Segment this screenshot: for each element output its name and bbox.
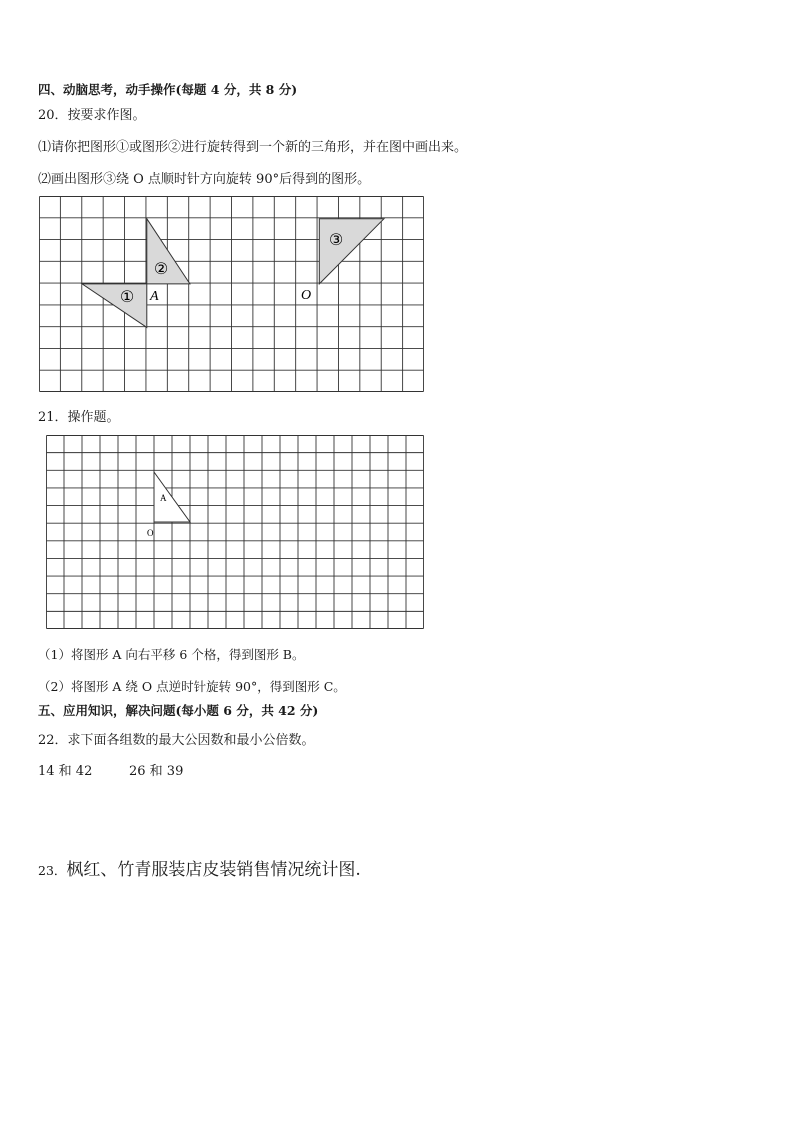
q21-title: 21．操作题。	[38, 410, 120, 425]
q23-title: 枫红、竹青服装店皮装销售情况统计图.	[66, 860, 361, 880]
q22-pair1: 14 和 42	[38, 764, 93, 779]
q20-part2: ⑵画出图形③绕 O 点顺时针方向旋转 90°后得到的图形。	[38, 172, 371, 187]
section4-heading: 四、动脑思考，动手操作(每题 4 分，共 8 分)	[38, 82, 298, 97]
q23-number: 23．	[38, 863, 67, 878]
q22-title: 22．求下面各组数的最大公因数和最小公倍数。	[38, 733, 315, 748]
point-a-label: A	[150, 289, 159, 304]
point-o-label: O	[301, 288, 312, 303]
q21-part2: （2）将图形 A 绕 O 点逆时针旋转 90°，得到图形 C。	[38, 679, 346, 694]
q22-pair2: 26 和 39	[129, 764, 184, 779]
section5-heading: 五、应用知识，解决问题(每小题 6 分，共 42 分)	[38, 703, 319, 718]
q21-grid	[46, 435, 424, 629]
q23-line	[38, 855, 361, 880]
shape-1	[82, 284, 147, 328]
q21-part1: （1）将图形 A 向右平移 6 个格，得到图形 B。	[38, 647, 305, 662]
q20-title: 20．按要求作图。	[38, 108, 146, 123]
shape-1-label: ①	[119, 287, 135, 306]
point-o-label-2: O	[147, 528, 154, 538]
shape-3	[319, 219, 384, 284]
q20-grid	[39, 196, 424, 392]
shape-2-label: ②	[153, 259, 169, 278]
shape-a-label: A	[160, 493, 167, 503]
shape-3-label: ③	[328, 230, 344, 249]
q20-part1: ⑴请你把图形①或图形②进行旋转得到一个新的三角形，并在图中画出来。	[38, 140, 468, 155]
